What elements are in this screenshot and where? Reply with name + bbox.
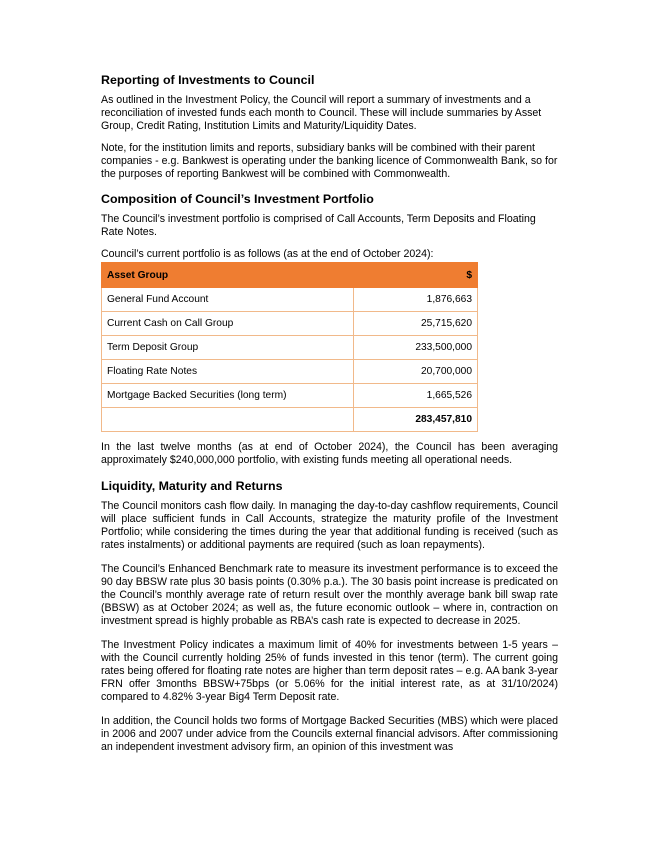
total-label — [102, 408, 354, 432]
row-label: Floating Rate Notes — [102, 360, 354, 384]
row-label: General Fund Account — [102, 288, 354, 312]
heading-composition: Composition of Council’s Investment Portfolio — [101, 192, 374, 206]
total-amount: 283,457,810 — [354, 408, 478, 432]
portfolio-table — [101, 262, 478, 432]
table-header-row — [102, 263, 478, 288]
table-row — [102, 288, 478, 312]
row-amount: 20,700,000 — [354, 360, 478, 384]
table-row — [102, 360, 478, 384]
paragraph-averaging: In the last twelve months (as at end of October 2024), the Council has been averaging approximately $240,000,000 portfolio, with existing funds meeting all operational needs. — [101, 441, 558, 466]
heading-liquidity: Liquidity, Maturity and Returns — [101, 479, 283, 493]
table-row — [102, 336, 478, 360]
paragraph-liquidity-2: The Council’s Enhanced Benchmark rate to measure its investment performance is to exceed the 90 day BBSW rate plus 30 basis points (0.30% p.a.). The 30 basis point increase is predicated on the Council’s monthly average rate of return result over the monthly average bank bill swap rate (BBSW) as at October 2024; as well as, the future economic outlook – where in, contraction on investment spread is highly probable as RBA’s cash rate is expected to decrease in 2025. — [101, 563, 558, 627]
row-label: Mortgage Backed Securities (long term) — [102, 384, 354, 408]
row-amount: 1,876,663 — [354, 288, 478, 312]
table-total-row — [102, 408, 478, 432]
paragraph-liquidity-1: The Council monitors cash flow daily. In managing the day-to-day cashflow requirements, Council will place sufficient funds in Call Accounts, strategize the maturity profile of the Investment Portfolio; while considering the times during the year that additional funding is received (such as rates instalments) or additional payments are required (such as loan repayments). — [101, 500, 558, 551]
row-amount: 25,715,620 — [354, 312, 478, 336]
table-row — [102, 384, 478, 408]
table-row — [102, 312, 478, 336]
paragraph-composition-1: The Council’s investment portfolio is comprised of Call Accounts, Term Deposits and Floating Rate Notes. — [101, 213, 536, 238]
document-page — [101, 66, 558, 754]
paragraph-reporting-1: As outlined in the Investment Policy, the Council will report a summary of investments and a reconciliation of invested funds each month to Council. These will include summaries by Asset Group, Credit Rating, Institution Limits and Maturity/Liquidity Dates. — [101, 94, 542, 132]
paragraph-liquidity-4: In addition, the Council holds two forms of Mortgage Backed Securities (MBS) which were placed in 2006 and 2007 under advice from the Councils external financial advisors. After commissioning an independent investment advisory firm, an opinion of this investment was — [101, 715, 558, 753]
header-asset-group: Asset Group — [102, 263, 354, 288]
paragraph-reporting-2: Note, for the institution limits and reports, subsidiary banks will be combined with their parent companies - e.g. Bankwest is operating under the banking licence of Commonwealth Bank, so for the purposes of reporting Bankwest will be combined with Commonwealth. — [101, 142, 558, 180]
row-amount: 1,665,526 — [354, 384, 478, 408]
row-label: Current Cash on Call Group — [102, 312, 354, 336]
row-label: Term Deposit Group — [102, 336, 354, 360]
header-amount: $ — [354, 263, 478, 288]
table-caption: Council’s current portfolio is as follows (as at the end of October 2024): — [101, 248, 434, 260]
heading-reporting: Reporting of Investments to Council — [101, 73, 315, 87]
row-amount: 233,500,000 — [354, 336, 478, 360]
paragraph-liquidity-3: The Investment Policy indicates a maximum limit of 40% for investments between 1-5 years – with the Council currently holding 25% of funds invested in this tenor (term). The current going rates being offered for floating rate notes are higher than term deposit rates – e.g. AA bank 3-year FRN offer 3months BBSW+75bps (or 5.06% for the initial interest rate, as at 31/10/2024) compared to 4.82% 3-year Big4 Term Deposit rate. — [101, 639, 558, 703]
